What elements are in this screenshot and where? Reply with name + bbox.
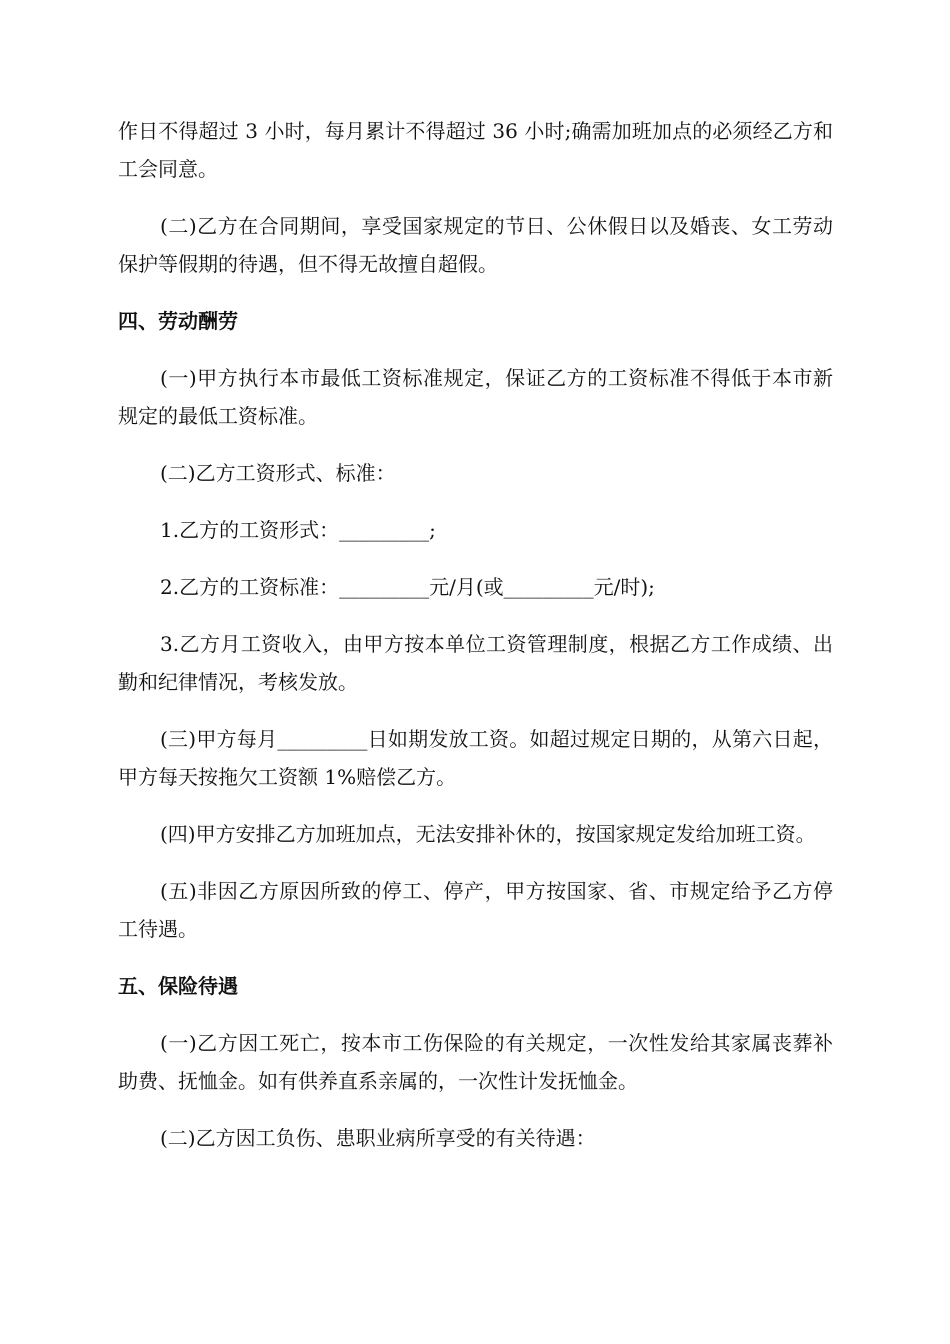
paragraph-leave-benefits: (二)乙方在合同期间，享受国家规定的节日、公休假日以及婚丧、女工劳动保护等假期的待遇，但不得无故擅自超假。: [118, 214, 833, 276]
paragraph-wage-standard: 2.乙方的工资标准：_________元/月(或_________元/时);: [160, 575, 655, 599]
paragraph-wage-form: 1.乙方的工资形式：_________;: [160, 518, 436, 542]
section-heading-insurance: 五、保险待遇: [118, 974, 238, 998]
paragraph-work-death: (一)乙方因工死亡，按本市工伤保险的有关规定，一次性发给其家属丧葬补助费、抚恤金。如有供养直系亲属的，一次性计发抚恤金。: [118, 1031, 833, 1093]
paragraph-overtime-pay: (四)甲方安排乙方加班加点，无法安排补休的，按国家规定发给加班工资。: [160, 822, 816, 846]
paragraph-work-injury: (二)乙方因工负伤、患职业病所享受的有关待遇：: [160, 1126, 596, 1150]
paragraph-wage-form-standard: (二)乙方工资形式、标准：: [160, 461, 396, 485]
paragraph-work-stoppage: (五)非因乙方原因所致的停工、停产，甲方按国家、省、市规定给予乙方停工待遇。: [118, 879, 833, 941]
paragraph-continuation: 作日不得超过 3 小时，每月累计不得超过 36 小时;确需加班加点的必须经乙方和工会同意。: [118, 119, 833, 181]
paragraph-payday: (三)甲方每月_________日如期发放工资。如超过规定日期的，从第六日起，甲方每天按拖欠工资额 1%赔偿乙方。: [118, 727, 833, 789]
section-heading-remuneration: 四、劳动酬劳: [118, 309, 238, 333]
paragraph-minimum-wage: (一)甲方执行本市最低工资标准规定，保证乙方的工资标准不得低于本市新规定的最低工资标准。: [118, 366, 833, 428]
paragraph-monthly-income: 3.乙方月工资收入，由甲方按本单位工资管理制度，根据乙方工作成绩、出勤和纪律情况，考核发放。: [118, 632, 833, 694]
document-body: [118, 112, 833, 1176]
